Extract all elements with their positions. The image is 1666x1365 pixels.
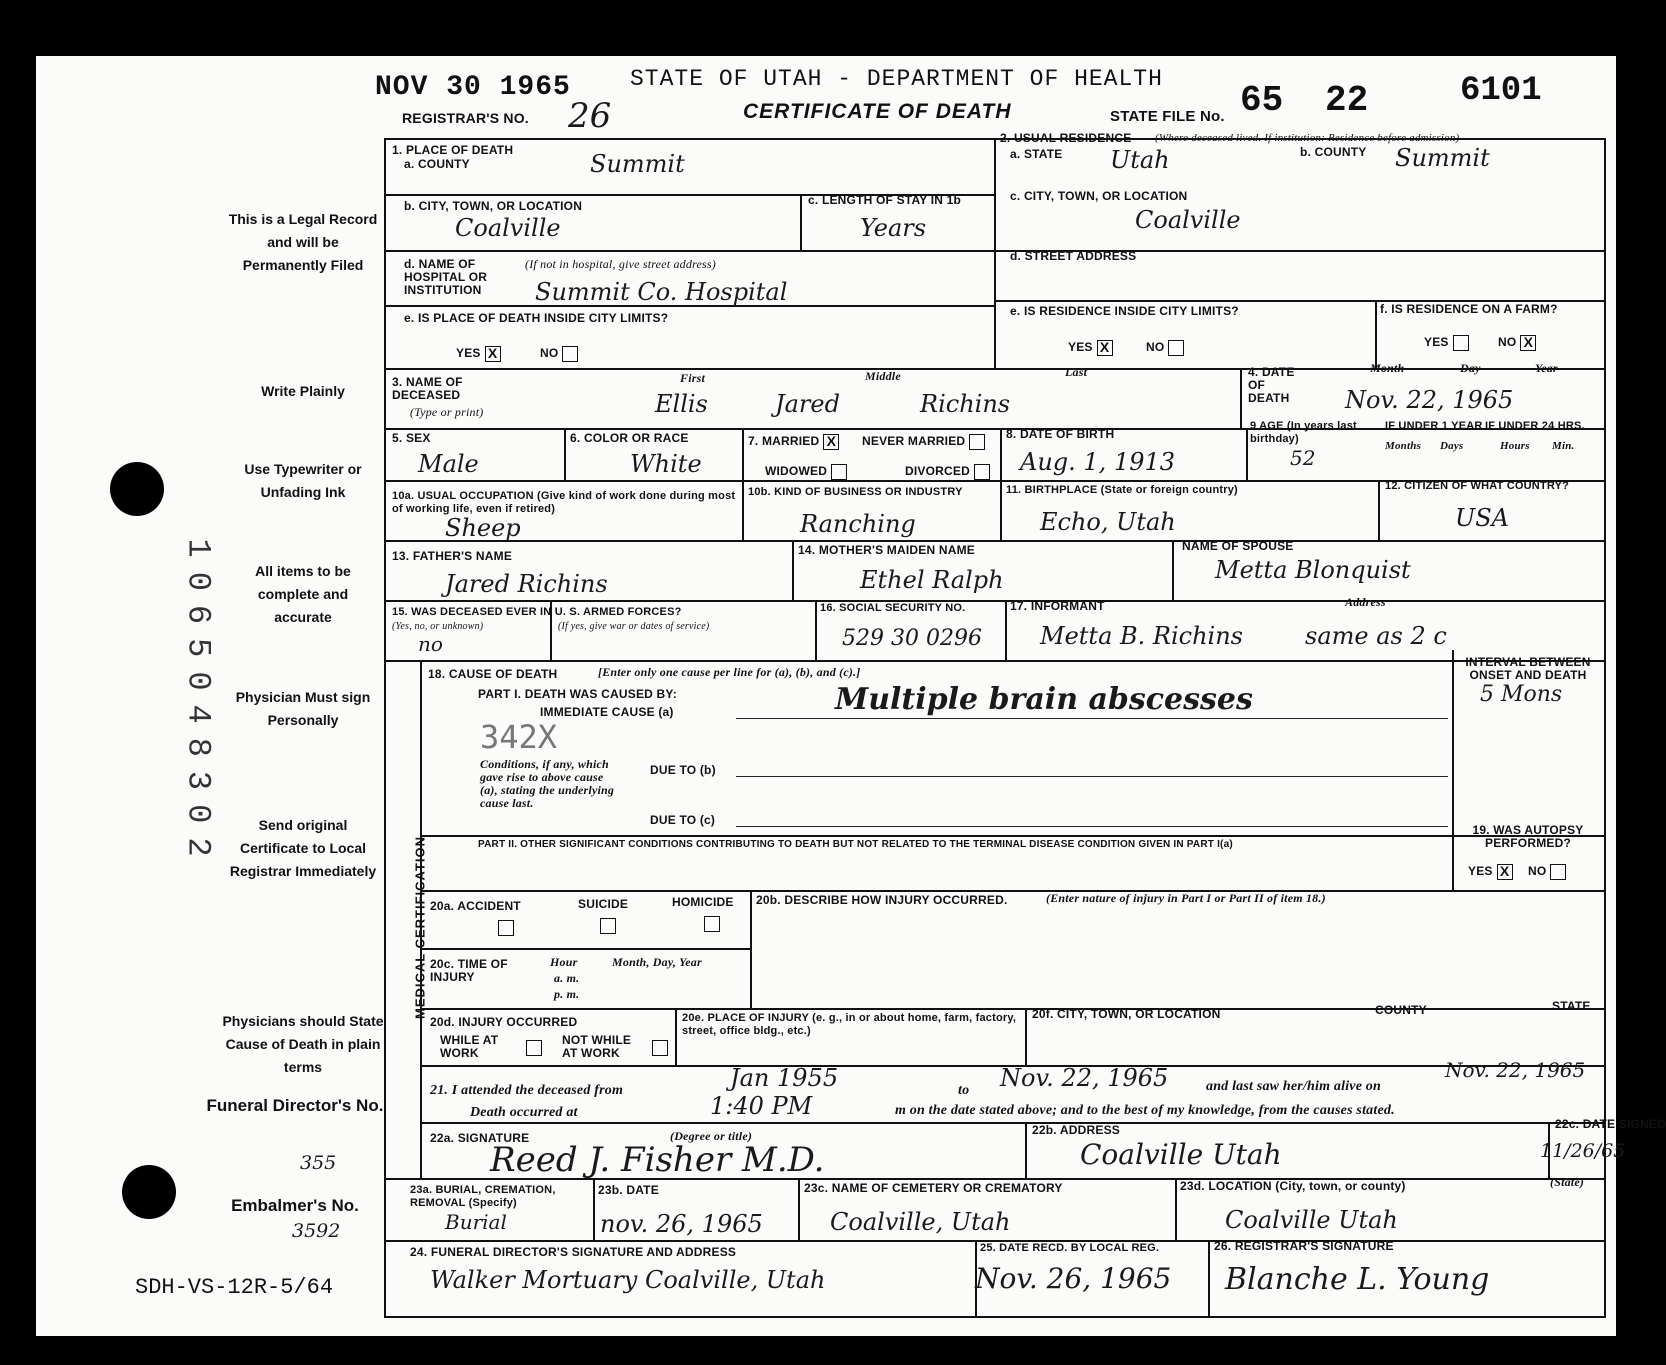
punch-hole (110, 462, 164, 516)
occupation-field: Sheep (445, 514, 521, 542)
label-mdy: Month, Day, Year (612, 955, 702, 969)
received-date-stamp: NOV 30 1965 (375, 72, 571, 103)
farm-yes[interactable]: YES (1424, 335, 1469, 351)
label-race: 6. COLOR OR RACE (570, 431, 689, 445)
label-res-city: c. CITY, TOWN, OR LOCATION (1010, 189, 1188, 203)
label-date-of-death: 4. DATE OF DEATH (1248, 365, 1295, 405)
attended-from-field: Jan 1955 (730, 1064, 839, 1092)
registrar-signature: Blanche L. Young (1225, 1262, 1490, 1297)
label-middle: Middle (865, 369, 901, 383)
label-signature: 22a. SIGNATURE (430, 1131, 530, 1145)
label-residence-note: (Where deceased lived. If institution: Residence before admission) (1155, 132, 1460, 144)
label-res-county: b. COUNTY (1300, 145, 1367, 159)
label-usual-residence: 2. USUAL RESIDENCE (1000, 131, 1132, 145)
embalmer-no-label: Embalmer's No. (231, 1196, 359, 1215)
while-at-work[interactable]: WHILE AT WORK (440, 1033, 499, 1060)
label-occupation: 10a. USUAL OCCUPATION (Give kind of work done during most of working life, even if retired) (392, 490, 736, 515)
sidebar-plain-terms: Physicians should State Cause of Death in plain terms (222, 1013, 384, 1075)
label-business: 10b. KIND OF BUSINESS OR INDUSTRY (748, 486, 963, 498)
never-married-checkbox[interactable] (969, 434, 985, 450)
divorced-checkbox[interactable] (974, 464, 990, 480)
res-inside-yes-checkbox[interactable]: X (1097, 340, 1113, 356)
burial-date-field: nov. 26, 1965 (600, 1210, 763, 1238)
label-state-paren: (State) (1550, 1175, 1585, 1189)
label-place-of-injury: 20e. PLACE OF INJURY (e. g., in or about home, farm, factory, street, office bldg., etc.) (682, 1012, 1017, 1037)
label-part1: PART I. DEATH WAS CAUSED BY: (478, 687, 677, 701)
cemetery-field: Coalville, Utah (830, 1208, 1011, 1236)
accident-checkbox[interactable] (498, 920, 514, 936)
label-place-of-death: 1. PLACE OF DEATH (392, 143, 514, 157)
sidebar-write-plainly: Write Plainly (261, 383, 345, 399)
business-field: Ranching (800, 510, 916, 538)
age-field: 52 (1290, 446, 1316, 470)
widowed-checkbox[interactable] (831, 464, 847, 480)
label-name-note: (Type or print) (410, 405, 484, 419)
label-inside-city: e. IS PLACE OF DEATH INSIDE CITY LIMITS? (404, 311, 669, 325)
label-cause-of-death: 18. CAUSE OF DEATH (428, 667, 558, 681)
label-sex: 5. SEX (392, 431, 431, 445)
state-file-district: 22 (1325, 80, 1369, 121)
label-burial-date: 23b. DATE (598, 1183, 659, 1197)
label-name: 3. NAME OF DECEASED (392, 375, 463, 402)
state-file-label: STATE FILE No. (1110, 108, 1225, 125)
label-farm: f. IS RESIDENCE ON A FARM? (1380, 302, 1558, 316)
res-inside-yes[interactable]: YES X (1068, 340, 1113, 356)
label-date-signed: 22c. DATE SIGNED (1555, 1117, 1666, 1131)
label-pm: p. m. (554, 987, 580, 1001)
date-received-field: Nov. 26, 1965 (975, 1262, 1172, 1295)
res-city-field: Coalville (1135, 206, 1241, 234)
divorced-option[interactable]: DIVORCED (905, 464, 990, 480)
cause-code: 342X (480, 718, 558, 756)
label-min: Min. (1552, 440, 1575, 452)
farm-no[interactable]: NO X (1498, 335, 1536, 351)
label-due-b: DUE TO (b) (650, 763, 716, 777)
label-county: a. COUNTY (404, 157, 470, 171)
label-accident: 20a. ACCIDENT (430, 899, 521, 913)
label-informant: 17. INFORMANT (1010, 599, 1105, 613)
label-injury-note: (Enter nature of injury in Part I or Part II of item 18.) (1046, 891, 1326, 905)
serial-number: 1065048302 (179, 538, 217, 871)
physician-address-field: Coalville Utah (1080, 1138, 1282, 1171)
embalmer-no: 3592 (292, 1220, 341, 1242)
label-disposition: 23a. BURIAL, CREMATION, REMOVAL (Specify) (410, 1184, 556, 1209)
time-field: 1:40 PM (710, 1092, 813, 1120)
while-at-work-checkbox[interactable] (526, 1040, 542, 1056)
state-file-year: 65 (1240, 80, 1284, 121)
label-injury-occurred: 20d. INJURY OCCURRED (430, 1015, 578, 1029)
label-res-inside-city: e. IS RESIDENCE INSIDE CITY LIMITS? (1010, 304, 1239, 318)
registrar-no-value: 26 (568, 96, 612, 136)
married-option[interactable]: 7. MARRIED X (748, 434, 839, 450)
farm-yes-checkbox[interactable] (1453, 335, 1469, 351)
label-date-received: 25. DATE RECD. BY LOCAL REG. (980, 1242, 1160, 1254)
inside-city-no[interactable]: NO (540, 346, 578, 362)
label-last-saw: and last saw her/him alive on (1206, 1079, 1381, 1094)
inside-city-yes[interactable]: YES X (456, 346, 501, 362)
label-mother: 14. MOTHER'S MAIDEN NAME (798, 543, 976, 557)
label-hospital: d. NAME OF HOSPITAL OR INSTITUTION (404, 257, 488, 297)
state-file-number: 6101 (1460, 72, 1542, 110)
label-part2: PART II. OTHER SIGNIFICANT CONDITIONS CONTRIBUTING TO DEATH BUT NOT RELATED TO THE TERMINAL DISEASE CONDITION GIVEN IN PART I(a) (478, 839, 1233, 850)
label-injury-state: STATE (1552, 999, 1591, 1013)
interval-field: 5 Mons (1480, 682, 1563, 707)
attended-to-field: Nov. 22, 1965 (1000, 1064, 1169, 1092)
form-number: SDH-VS-12R-5/64 (135, 1275, 334, 1300)
farm-no-checkbox[interactable]: X (1520, 335, 1536, 351)
res-county-field: Summit (1395, 144, 1490, 172)
inside-city-no-checkbox[interactable] (562, 346, 578, 362)
label-location: 23d. LOCATION (City, town, or county) (1180, 1179, 1406, 1193)
res-inside-no-checkbox[interactable] (1168, 340, 1184, 356)
county-field: Summit (590, 150, 685, 178)
label-father: 13. FATHER'S NAME (392, 549, 513, 563)
hospital-field: Summit Co. Hospital (535, 278, 788, 306)
label-armed-note2: (If yes, give war or dates of service) (558, 621, 710, 632)
label-days: Days (1440, 440, 1464, 452)
father-field: Jared Richins (445, 570, 608, 598)
registrar-no-label: REGISTRAR'S NO. (402, 110, 529, 126)
informant-field: Metta B. Richins (1040, 622, 1243, 650)
date-signed-field: 11/26/65 (1540, 1140, 1626, 1162)
funeral-director-no: 355 (300, 1152, 337, 1174)
label-hospital-note: (If not in hospital, give street address) (525, 257, 716, 271)
citizen-field: USA (1455, 504, 1509, 532)
label-am: a. m. (554, 971, 580, 985)
res-inside-no[interactable]: NO (1146, 340, 1184, 356)
autopsy-no-checkbox[interactable] (1550, 864, 1566, 880)
widowed-option[interactable]: WIDOWED (765, 464, 847, 480)
never-married-option[interactable]: NEVER MARRIED (862, 434, 985, 450)
label-city: b. CITY, TOWN, OR LOCATION (404, 199, 583, 213)
department-heading: STATE OF UTAH - DEPARTMENT OF HEALTH (630, 66, 1163, 92)
label-dob: 8. DATE OF BIRTH (1006, 427, 1115, 441)
label-citizen: 12. CITIZEN OF WHAT COUNTRY? (1385, 480, 1570, 492)
label-interval: INTERVAL BETWEEN ONSET AND DEATH (1465, 655, 1591, 682)
sidebar-send-original: Send original Certificate to Local Registrar Immediately (229, 817, 377, 879)
mother-field: Ethel Ralph (860, 566, 1004, 594)
label-birthplace: 11. BIRTHPLACE (State or foreign country) (1006, 484, 1238, 496)
informant-address-field: same as 2 c (1305, 622, 1447, 650)
autopsy-yes[interactable]: YES X (1468, 864, 1513, 880)
last-seen-field: Nov. 22, 1965 (1445, 1058, 1586, 1082)
stay-field: Years (860, 214, 927, 242)
label-address: Address (1345, 595, 1386, 609)
label-under-24-hrs: IF UNDER 24 HRS. (1485, 420, 1585, 432)
label-months: Months (1385, 440, 1422, 452)
middle-name-field: Jared (775, 390, 840, 418)
sidebar-physician-sign: Physician Must sign Personally (235, 689, 371, 728)
label-conditions: Conditions, if any, which gave rise to above cause (a), stating the underlying cause last. (480, 757, 615, 810)
label-attended-from: 21. I attended the deceased from (430, 1083, 624, 1098)
sidebar-complete: All items to be complete and accurate (255, 563, 351, 625)
ssn-field: 529 30 0296 (842, 626, 982, 651)
label-suicide: SUICIDE (578, 897, 629, 911)
label-under-1-year: IF UNDER 1 YEAR (1385, 420, 1483, 432)
not-while-at-work[interactable]: NOT WHILE AT WORK (562, 1033, 632, 1060)
label-length-of-stay: c. LENGTH OF STAY IN 1b (808, 193, 962, 207)
label-year: Year (1535, 361, 1558, 375)
married-checkbox[interactable]: X (823, 434, 839, 450)
label-immediate: IMMEDIATE CAUSE (a) (540, 705, 674, 719)
label-occurred-tail: m on the date stated above; and to the best of my knowledge, from the causes stated. (895, 1103, 1395, 1118)
sidebar-typewriter: Use Typewriter or Unfading Ink (244, 461, 362, 500)
funeral-director-field: Walker Mortuary Coalville, Utah (430, 1266, 826, 1294)
label-last: Last (1065, 365, 1088, 379)
label-street-address: d. STREET ADDRESS (1010, 249, 1137, 263)
funeral-director-no-label: Funeral Director's No. (206, 1096, 384, 1115)
label-ssn: 16. SOCIAL SECURITY NO. (820, 602, 966, 614)
label-homicide: HOMICIDE (672, 895, 734, 909)
birthplace-field: Echo, Utah (1040, 508, 1176, 536)
label-injury-county: COUNTY (1375, 1003, 1427, 1017)
label-first: First (680, 371, 706, 385)
label-to: to (958, 1083, 970, 1098)
sex-field: Male (418, 450, 479, 478)
label-registrar-signature: 26. REGISTRAR'S SIGNATURE (1214, 1239, 1394, 1253)
res-state-field: Utah (1110, 146, 1170, 174)
first-name-field: Ellis (655, 390, 708, 418)
label-funeral-director: 24. FUNERAL DIRECTOR'S SIGNATURE AND ADDRESS (410, 1245, 737, 1259)
label-cemetery: 23c. NAME OF CEMETERY OR CREMATORY (804, 1181, 1063, 1195)
label-physician-address: 22b. ADDRESS (1032, 1123, 1120, 1137)
autopsy-no[interactable]: NO (1528, 864, 1566, 880)
label-armed-forces: 15. WAS DECEASED EVER IN U. S. ARMED FORCES? (392, 606, 682, 618)
location-field: Coalville Utah (1225, 1206, 1398, 1234)
spouse-field: Metta Blonquist (1215, 556, 1411, 584)
inside-city-yes-checkbox[interactable]: X (485, 346, 501, 362)
label-due-c: DUE TO (c) (650, 813, 716, 827)
last-name-field: Richins (920, 390, 1011, 418)
label-injury-city: 20f. CITY, TOWN, OR LOCATION (1032, 1007, 1221, 1021)
disposition-field: Burial (445, 1210, 507, 1234)
dob-field: Aug. 1, 1913 (1020, 448, 1176, 476)
city-field: Coalville (455, 214, 561, 242)
label-degree: (Degree or title) (670, 1129, 753, 1143)
label-armed-note1: (Yes, no, or unknown) (392, 621, 484, 632)
not-while-at-work-checkbox[interactable] (652, 1040, 668, 1056)
death-date-field: Nov. 22, 1965 (1345, 386, 1514, 414)
label-cause-note: [Enter only one cause per line for (a), (b), and (c).] (598, 665, 861, 679)
punch-hole (122, 1165, 176, 1219)
label-hours: Hours (1500, 440, 1530, 452)
label-spouse: NAME OF SPOUSE (1182, 539, 1294, 553)
certificate-title: CERTIFICATE OF DEATH (743, 100, 1012, 123)
medical-certification-label: MEDICAL CERTIFICATION (412, 836, 428, 1020)
label-hour: Hour (550, 955, 578, 969)
label-month: Month (1370, 361, 1405, 375)
sidebar-legal: This is a Legal Record and will be Permanently Filed (228, 211, 378, 273)
label-res-state: a. STATE (1010, 147, 1063, 161)
armed-field: no (418, 632, 443, 656)
suicide-checkbox[interactable] (600, 918, 616, 934)
autopsy-yes-checkbox[interactable]: X (1497, 864, 1513, 880)
physician-signature: Reed J. Fisher M.D. (490, 1140, 825, 1180)
homicide-checkbox[interactable] (704, 916, 720, 932)
race-field: White (630, 450, 702, 478)
label-time-of-injury: 20c. TIME OF INJURY (430, 957, 508, 984)
label-injury-describe: 20b. DESCRIBE HOW INJURY OCCURRED. (756, 893, 1008, 907)
label-day: Day (1460, 361, 1481, 375)
label-age: 9 AGE (In years last birthday) (1250, 420, 1357, 445)
cause-field: Multiple brain abscesses (835, 682, 1253, 717)
label-autopsy: 19. WAS AUTOPSY PERFORMED? (1472, 823, 1584, 850)
label-occurred-at: Death occurred at (470, 1105, 578, 1120)
